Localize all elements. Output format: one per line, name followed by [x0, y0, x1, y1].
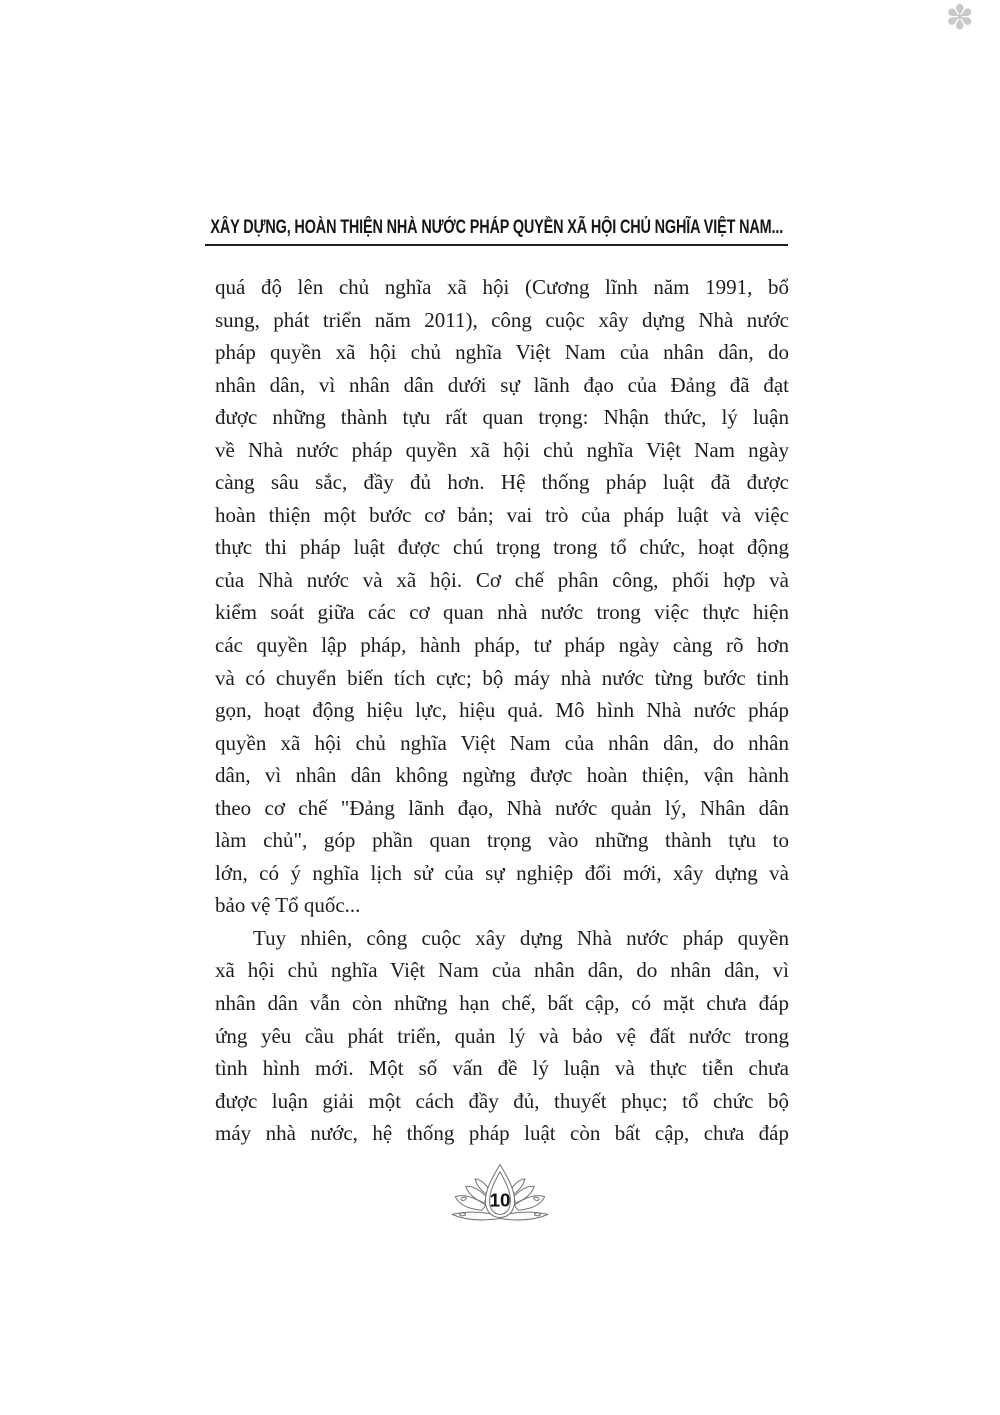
body-line: các quyền lập pháp, hành pháp, tư pháp ngày càng rõ hơn — [215, 633, 789, 658]
body-line: bảo vệ Tổ quốc... — [215, 893, 361, 918]
body-line: tình hình mới. Một số vấn đề lý luận và thực tiễn chưa — [215, 1056, 789, 1081]
body-line: máy nhà nước, hệ thống pháp luật còn bất cập, chưa đáp — [215, 1121, 789, 1146]
body-line: xã hội chủ nghĩa Việt Nam của nhân dân, do nhân dân, vì — [215, 958, 789, 983]
body-line: được những thành tựu rất quan trọng: Nhận thức, lý luận — [215, 405, 789, 430]
body-line: được luận giải một cách đầy đủ, thuyết phục; tổ chức bộ — [215, 1088, 789, 1113]
body-line: về Nhà nước pháp quyền xã hội chủ nghĩa Việt Nam ngày — [215, 437, 789, 462]
body-line: làm chủ", góp phần quan trọng vào những thành tựu to — [215, 828, 789, 853]
running-header-title: XÂY DỰNG, HOÀN THIỆN NHÀ NƯỚC PHÁP QUYỀN XÃ HỘI CHỦ NGHĨA VIỆT NAM... — [210, 217, 783, 238]
page-number: 10 — [489, 1189, 511, 1211]
body-text — [215, 271, 789, 1150]
body-line: theo cơ chế "Đảng lãnh đạo, Nhà nước quản lý, Nhân dân — [215, 795, 789, 820]
body-line: gọn, hoạt động hiệu lực, hiệu quả. Mô hình Nhà nước pháp — [215, 698, 789, 723]
body-line: ứng yêu cầu phát triển, quản lý và bảo vệ đất nước trong — [215, 1023, 789, 1048]
corner-flower-ornament-icon: ✽ — [945, 0, 974, 37]
body-line: hoàn thiện một bước cơ bản; vai trò của pháp luật và việc — [215, 502, 789, 527]
body-line: quyền xã hội chủ nghĩa Việt Nam của nhân dân, do nhân — [215, 730, 789, 755]
body-line: pháp quyền xã hội chủ nghĩa Việt Nam của nhân dân, do — [215, 340, 789, 365]
body-line: dân, vì nhân dân không ngừng được hoàn thiện, vận hành — [215, 763, 789, 788]
body-line: sung, phát triển năm 2011), công cuộc xây dựng Nhà nước — [215, 307, 789, 332]
body-line: càng sâu sắc, đầy đủ hơn. Hệ thống pháp luật đã được — [215, 470, 789, 495]
body-line: kiểm soát giữa các cơ quan nhà nước trong việc thực hiện — [215, 600, 789, 625]
body-line: thực thi pháp luật được chú trọng trong tổ chức, hoạt động — [215, 535, 789, 560]
body-line: và có chuyển biến tích cực; bộ máy nhà nước từng bước tinh — [215, 665, 789, 690]
running-header — [205, 217, 788, 246]
body-line: lớn, có ý nghĩa lịch sử của sự nghiệp đổi mới, xây dựng và — [215, 860, 789, 885]
body-line: nhân dân vẫn còn những hạn chế, bất cập, có mặt chưa đáp — [215, 991, 789, 1016]
body-line: nhân dân, vì nhân dân dưới sự lãnh đạo của Đảng đã đạt — [215, 372, 789, 397]
body-line: quá độ lên chủ nghĩa xã hội (Cương lĩnh năm 1991, bổ — [215, 275, 789, 299]
body-line: của Nhà nước và xã hội. Cơ chế phân công, phối hợp và — [215, 567, 789, 592]
body-line: Tuy nhiên, công cuộc xây dựng Nhà nước pháp quyền — [253, 925, 789, 950]
lotus-ornament-icon — [448, 1160, 552, 1223]
lotus-page-number-ornament — [448, 1160, 552, 1223]
